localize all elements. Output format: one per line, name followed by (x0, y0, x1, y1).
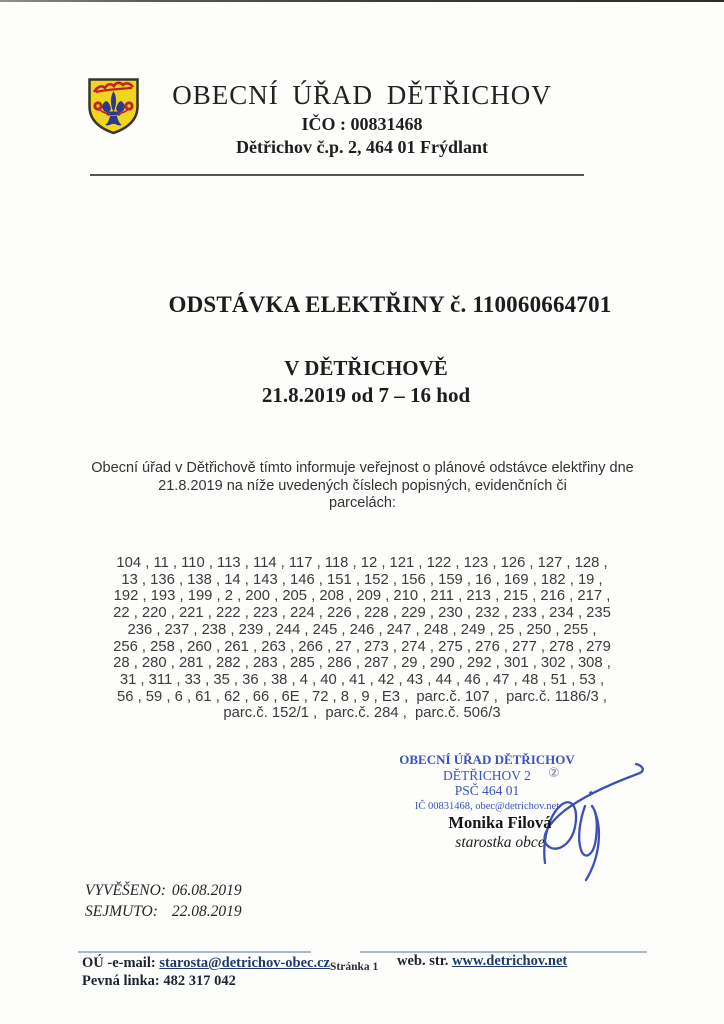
org-name: OBECNÍ ÚŘAD DĚTŘICHOV (172, 80, 552, 110)
intro-paragraph (80, 460, 645, 513)
numbers-line: 31 , 311 , 33 , 35 , 36 , 38 , 4 , 40 , 41 , 42 , 43 , 44 , 46 , 47 , 48 , 51 , 53 , (119, 671, 605, 688)
stamp-address: DĚTŘICHOV 2 (443, 767, 531, 783)
letterhead (0, 80, 724, 158)
website-link[interactable]: www.detrichov.net (452, 953, 568, 969)
removed-row (85, 903, 242, 924)
org-ico-number: IČO : 00831468 (301, 114, 423, 134)
numbers-line: 28 , 280 , 281 , 282 , 283 , 285 , 286 , 287 , 29 , 290 , 292 , 301 , 302 , 308 , (113, 655, 611, 672)
posted-label: VYVĚŠENO: (85, 882, 166, 899)
numbers-line: 22 , 220 , 221 , 222 , 223 , 224 , 226 , 228 , 229 , 230 , 232 , 233 , 234 , 235 (113, 605, 611, 622)
scan-edge-artifact (0, 0, 724, 2)
numbers-line: 104 , 11 , 110 , 113 , 114 , 117 , 118 , 12 , 121 , 122 , 123 , 126 , 127 , 128 , (116, 555, 608, 571)
stamp-number-mark: ② (548, 766, 560, 781)
notice-datetime: 21.8.2019 od 7 – 16 hod (261, 383, 471, 407)
numbers-line: parc.č. 152/1 , parc.č. 284 , parc.č. 506/3 (223, 705, 501, 722)
email-link[interactable]: starosta@detrichov-obec.cz (159, 955, 330, 971)
stamp-postcode: PSČ 464 01 (454, 783, 520, 798)
web-label: web. str. (397, 953, 449, 969)
notice-place: V DĚTŘICHOVĚ (284, 356, 448, 380)
signer-name: Monika Filová (448, 813, 552, 832)
posted-date: 06.08.2019 (171, 882, 242, 899)
footer-web-line (397, 953, 567, 970)
header-divider (90, 174, 584, 176)
numbers-line: 13 , 136 , 138 , 14 , 143 , 146 , 151 , 152 , 156 , 159 , 16 , 169 , 182 , 19 , (121, 571, 603, 588)
org-address: Dětřichov č.p. 2, 464 01 Frýdlant (236, 137, 488, 157)
intro-line: Obecní úřad v Dětřichově tímto informuje veřejnost o plánové odstávce elektřiny dne (91, 460, 634, 476)
removed-date: 22.08.2019 (171, 903, 242, 920)
numbers-line: 56 , 59 , 6 , 61 , 62 , 66 , 6E , 72 , 8 , 9 , E3 , parc.č. 107 , parc.č. 1186/3 , (117, 688, 607, 705)
affected-numbers-list (68, 555, 656, 722)
stamp-contact: IČ 00831468, obec@detrichov.net (414, 800, 560, 812)
signer-role: starostka obce (455, 834, 545, 851)
footer-email-line (82, 955, 330, 972)
footer-phone-line (82, 973, 236, 990)
page-number: Stránka 1 (330, 961, 379, 973)
posting-dates (85, 882, 242, 924)
footer-divider-left (78, 951, 311, 953)
numbers-line: 236 , 237 , 238 , 239 , 244 , 245 , 246 , 247 , 248 , 249 , 25 , 250 , 255 , (127, 621, 597, 638)
email-label: OÚ -e-mail: (82, 955, 156, 971)
intro-line: parcelách: (329, 495, 396, 511)
phone-label: Pevná linka: (82, 973, 160, 989)
intro-line: 21.8.2019 na níže uvedených číslech popisných, evidenčních či (158, 477, 567, 494)
stamp-org-name: OBECNÍ ÚŘAD DĚTŘICHOV (399, 752, 575, 767)
numbers-line: 256 , 258 , 260 , 261 , 263 , 266 , 27 , 273 , 274 , 275 , 276 , 277 , 278 , 279 (113, 638, 611, 655)
removed-label: SEJMUTO: (85, 903, 158, 920)
posted-row (85, 882, 242, 903)
signer-block (420, 813, 580, 852)
phone-number: 482 317 042 (163, 973, 236, 989)
notice-title: ODSTÁVKA ELEKTŘINY č. 110060664701 (168, 292, 612, 317)
numbers-line: 192 , 193 , 199 , 2 , 200 , 205 , 208 , 209 , 210 , 211 , 213 , 215 , 216 , 217 , (113, 588, 611, 605)
